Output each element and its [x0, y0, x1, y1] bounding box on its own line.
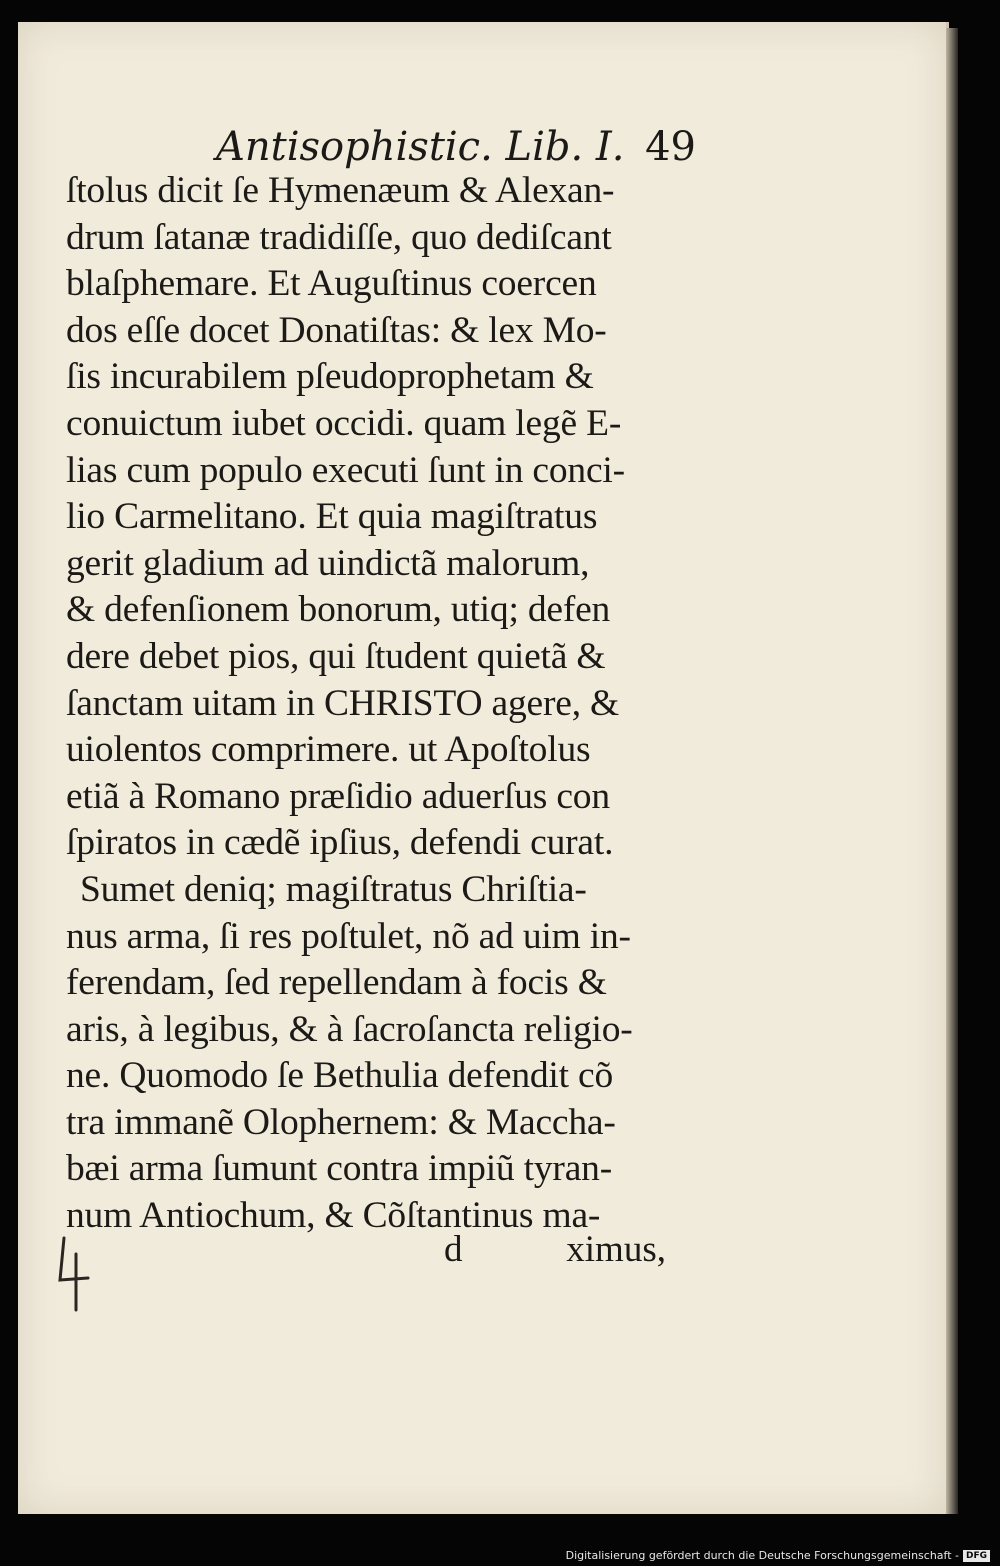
text-line: ſis incurabilem pſeudoprophetam &	[66, 356, 594, 398]
text-line: tra immanẽ Olophernem: & Maccha-	[66, 1101, 616, 1143]
text-line: blaſphemare. Et Auguſtinus coercen	[66, 263, 597, 305]
text-line: nus arma, ſi res poſtulet, nõ ad uim in-	[66, 915, 631, 957]
page-number: 49	[645, 124, 696, 170]
text-line: ſtolus dicit ſe Hymenæum & Alexan-	[66, 170, 615, 211]
signature-mark: d	[444, 1229, 463, 1270]
body-text	[66, 168, 686, 1240]
text-line: gerit gladium ad uindictã malorum,	[66, 542, 590, 584]
running-head: Antisophistic. Lib. I.	[216, 124, 625, 170]
page-edge	[946, 28, 958, 1514]
text-line: ſanctam uitam in CHRISTO agere, &	[66, 682, 620, 724]
dfg-logo: DFG	[963, 1550, 990, 1562]
text-line: dos eſſe docet Donatiſtas: & lex Mo-	[66, 309, 607, 351]
digitization-credit	[566, 1549, 990, 1562]
text-line: bæi arma ſumunt contra impiũ tyran-	[66, 1148, 612, 1190]
paragraph-start-line: Sumet deniq; magiſtratus Chriſtia-	[80, 868, 587, 910]
text-line: etiã à Romano præſidio aduerſus con	[66, 775, 610, 817]
credit-text: Digitalisierung gefördert durch die Deutsche Forschungsgemeinschaft -	[565, 1549, 959, 1562]
text-line: ne. Quomodo ſe Bethulia defendit cõ	[66, 1055, 614, 1097]
text-line: lias cum populo executi ſunt in conci-	[66, 449, 625, 491]
signature-row	[66, 1228, 686, 1278]
catchword: ximus,	[566, 1229, 666, 1270]
text-line: uiolentos comprimere. ut Apoſtolus	[66, 729, 591, 771]
text-line: conuictum iubet occidi. quam legẽ E-	[66, 402, 622, 444]
text-line: drum ſatanæ tradidiſſe, quo dediſcant	[66, 216, 612, 258]
handwritten-pencil-mark	[54, 1232, 100, 1314]
text-line: & defenſionem bonorum, utiq; defen	[66, 589, 611, 631]
text-line: dere debet pios, qui ſtudent quietã &	[66, 635, 606, 677]
text-line: aris, à legibus, & à ſacroſancta religio-	[66, 1008, 633, 1050]
text-line: lio Carmelitano. Et quia magiſtratus	[66, 496, 598, 538]
text-line: ſpiratos in cædẽ ipſius, defendi curat.	[66, 822, 614, 864]
text-line: ferendam, ſed repellendam à focis &	[66, 962, 607, 1004]
text-line: num Antiochum, & Cõſtantinus ma-	[66, 1195, 601, 1237]
